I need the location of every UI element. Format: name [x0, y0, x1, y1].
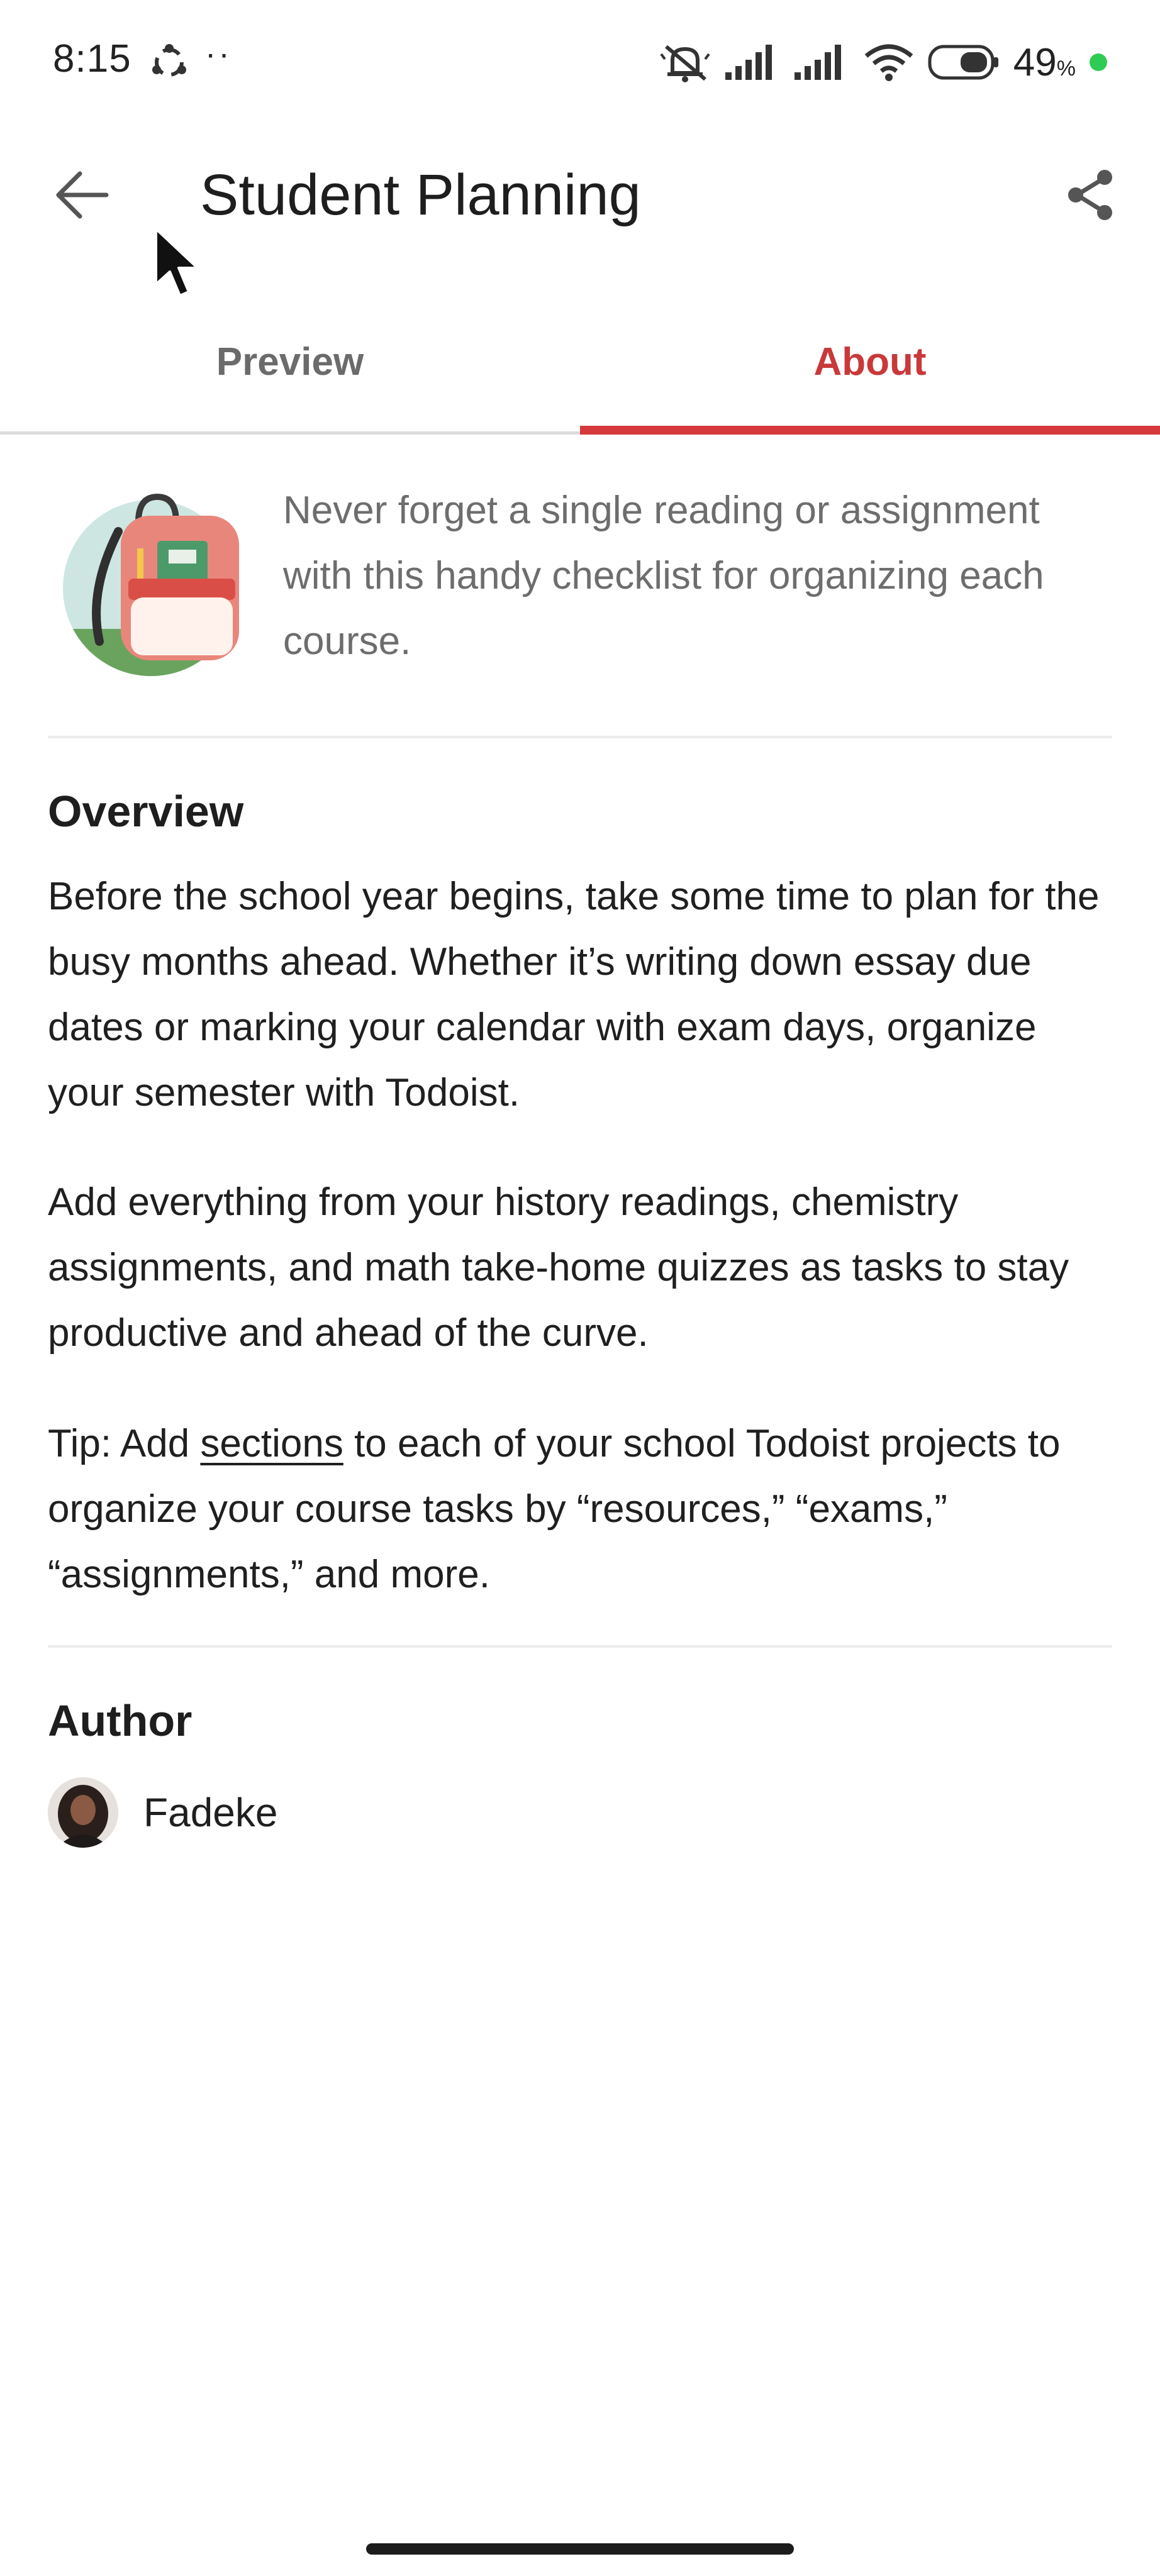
status-time: 8:15 [53, 37, 131, 80]
back-button[interactable] [44, 157, 120, 233]
tab-about-label: About [813, 340, 927, 384]
sections-link[interactable]: sections [200, 1422, 343, 1465]
tip-suffix: to each of your school Todoist projects to organize your course tasks by “resources,” “exams,” “assignments,” and more. [48, 1422, 1061, 1596]
battery-icon [928, 45, 1000, 80]
battery-level: 49% [1013, 40, 1076, 84]
overview-paragraph-2: Add everything from your history readings, chemistry assignments, and math take-home quizzes as tasks to stay productive and ahead of the curve. [48, 1180, 1069, 1355]
charging-dot [1090, 53, 1107, 71]
share-icon [1064, 169, 1117, 221]
overview-heading: Overview [48, 787, 244, 836]
signal-icon [725, 45, 781, 80]
home-indicator[interactable] [366, 2543, 794, 2555]
backpack-icon [63, 484, 245, 679]
share-button[interactable] [1053, 157, 1129, 233]
author-heading: Author [48, 1696, 192, 1745]
author-row[interactable] [48, 1775, 277, 1850]
avatar [48, 1777, 118, 1848]
overview-tip [48, 1411, 1117, 1607]
tab-bar [0, 302, 1160, 435]
author-name: Fadeke [143, 1790, 278, 1835]
mouse-cursor-icon [152, 226, 203, 302]
tip-prefix: Tip: Add [48, 1422, 201, 1465]
status-bar [0, 0, 1160, 119]
sync-icon [148, 42, 190, 83]
tab-preview-label: Preview [216, 340, 364, 384]
template-intro [48, 478, 1112, 736]
avatar-image [48, 1777, 118, 1848]
overview-paragraph-1: Before the school year begins, take some time to plan for the busy months ahead. Whether it’s writing down essay due dates or marking your calendar with exam days, organize your semester with Todoist. [48, 875, 1100, 1114]
page-title: Student Planning [200, 163, 641, 227]
arrow-left-icon [53, 170, 110, 220]
divider [48, 736, 1112, 738]
tab-preview[interactable] [0, 302, 580, 431]
wifi-icon [864, 43, 914, 81]
template-description: Never forget a single reading or assignment with this handy checklist for organizing each course. [283, 489, 1044, 663]
status-extra-indicator: ·· [205, 36, 232, 72]
tab-about[interactable] [580, 302, 1160, 431]
mute-icon [659, 40, 711, 84]
status-icons [659, 40, 1107, 84]
divider [48, 1645, 1112, 1648]
signal-icon [795, 45, 850, 80]
